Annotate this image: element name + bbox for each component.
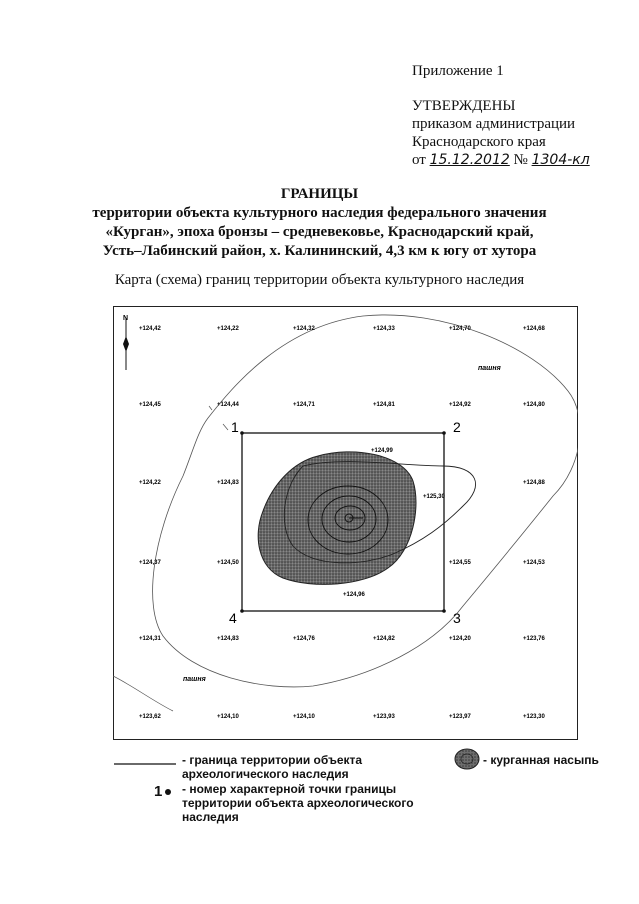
north-label: N	[123, 315, 129, 322]
boundary-map	[113, 306, 578, 740]
spot-height: +124,71	[293, 402, 315, 408]
legend-point-symbol: 1	[154, 783, 171, 800]
svg-text:3: 3	[453, 610, 461, 626]
burial-mound	[258, 452, 416, 585]
spot-height: +124,32	[293, 326, 315, 332]
spot-height: +124,10	[293, 714, 315, 720]
spot-height: +123,93	[373, 714, 395, 720]
legend-point-dot	[165, 789, 171, 795]
field-label-bottom: пашня	[183, 676, 206, 683]
title-main: ГРАНИЦЫ	[280, 186, 359, 202]
map-title: Карта (схема) границ территории объекта культурного наследия	[114, 272, 525, 288]
spot-height: +124,44	[217, 402, 239, 408]
legend-boundary-text: - граница территории объекта археологического наследия	[182, 753, 363, 781]
north-arrow-icon	[123, 315, 129, 370]
svg-text:2: 2	[453, 419, 461, 435]
spot-height: +124,68	[523, 326, 545, 332]
spot-height: +124,37	[139, 560, 161, 566]
spot-height: +124,80	[523, 402, 545, 408]
spot-height: +124,22	[139, 480, 161, 486]
number-value: 1304-кл	[531, 152, 590, 168]
date-value: 15.12.2012	[429, 152, 510, 168]
spot-height: +124,96	[343, 592, 365, 598]
spot-height: +124,53	[523, 560, 545, 566]
order-date-line	[412, 151, 590, 169]
spot-height: +124,20	[449, 636, 471, 642]
terrain-contour-edge	[113, 676, 173, 711]
by-order-label: приказом администрации	[412, 116, 576, 132]
spot-height: +123,76	[523, 636, 545, 642]
svg-text:1: 1	[231, 419, 239, 435]
spot-height: +124,99	[371, 448, 393, 454]
spot-height: +124,42	[139, 326, 161, 332]
title-line-2: «Курган», эпоха бронзы – средневековье, Краснодарский край,	[105, 224, 534, 240]
spot-height: +124,70	[449, 326, 471, 332]
spot-height: +123,62	[139, 714, 161, 720]
appendix-label: Приложение 1	[412, 63, 504, 79]
spot-height: +123,97	[449, 714, 471, 720]
date-prefix: от	[412, 152, 426, 168]
number-prefix: №	[513, 152, 528, 168]
corner-point-1	[231, 419, 244, 435]
legend-mound-text: - курганная насыпь	[483, 753, 599, 767]
title-line-3: Усть–Лабинский район, х. Калининский, 4,3 км к югу от хутора	[102, 243, 537, 259]
spot-height: +123,30	[523, 714, 545, 720]
legend-point-text: - номер характерной точки границы территории объекта археологического наследия	[182, 782, 414, 824]
spot-height: +124,92	[449, 402, 471, 408]
title-line-1: территории объекта культурного наследия федерального значения	[92, 205, 547, 221]
legend-symbols	[112, 755, 182, 805]
svg-text:4: 4	[229, 610, 237, 626]
spot-height: +124,22	[217, 326, 239, 332]
spot-height: +124,33	[373, 326, 395, 332]
field-label-top: пашня	[478, 365, 501, 372]
corner-point-2	[442, 419, 461, 435]
corner-point-4	[229, 609, 244, 626]
spot-height: +124,81	[373, 402, 395, 408]
region-label: Краснодарского края	[412, 134, 546, 150]
spot-height: +125,30	[423, 494, 445, 500]
spot-height: +124,50	[217, 560, 239, 566]
spot-height: +124,82	[373, 636, 395, 642]
spot-height: +124,55	[449, 560, 471, 566]
spot-height: +124,83	[217, 480, 239, 486]
spot-height: +124,83	[217, 636, 239, 642]
spot-height: +124,88	[523, 480, 545, 486]
spot-height: +124,45	[139, 402, 161, 408]
legend-mound-icon	[453, 747, 481, 771]
approved-label: УТВЕРЖДЕНЫ	[412, 98, 516, 114]
spot-height: +124,76	[293, 636, 315, 642]
spot-height: +124,31	[139, 636, 161, 642]
spot-height: +124,10	[217, 714, 239, 720]
corner-point-3	[442, 609, 461, 626]
